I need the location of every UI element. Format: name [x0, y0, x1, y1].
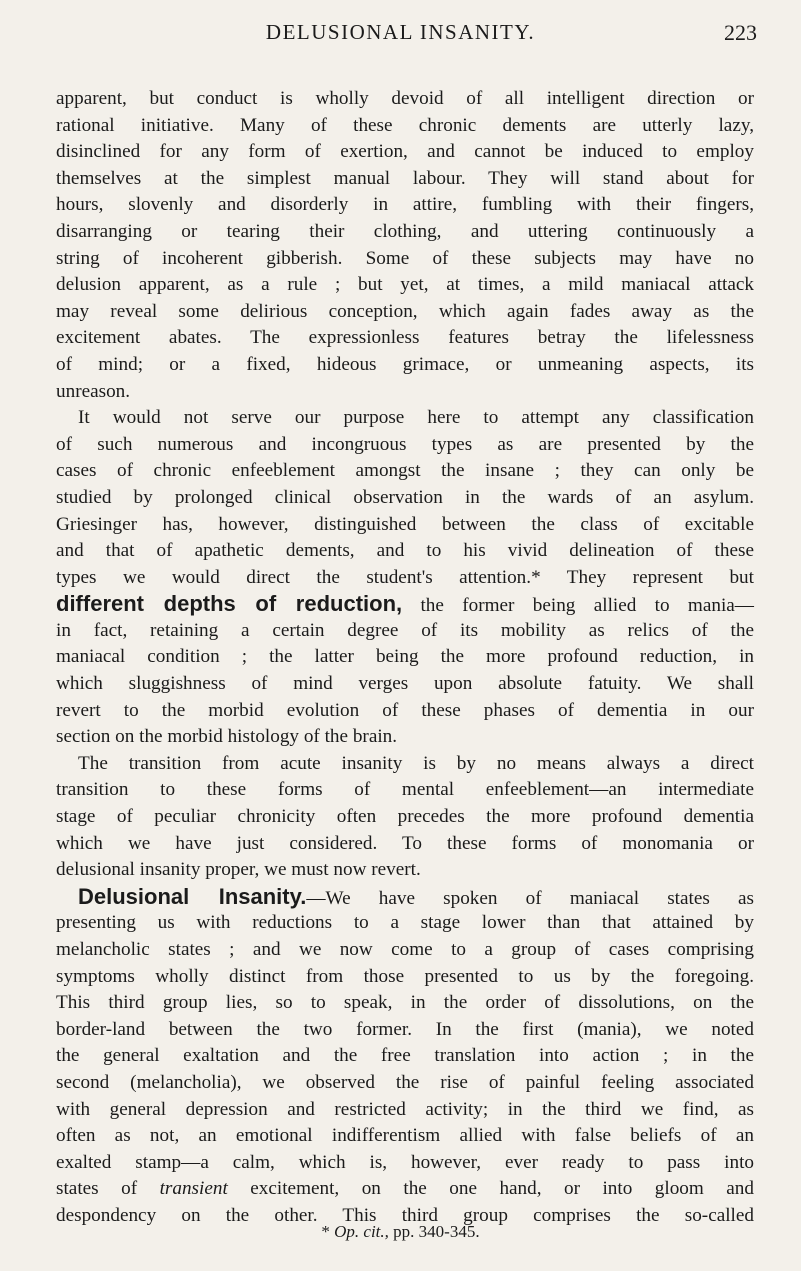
- text-line: disinclined for any form of exertion, and cannot be induced to employ: [56, 141, 754, 163]
- text-line: and that of apathetic dements, and to his vivid delineation of these: [56, 540, 754, 562]
- footnote: [0, 1222, 801, 1242]
- page-number: 223: [724, 20, 757, 45]
- paragraph-2: [56, 405, 754, 751]
- section-heading: Delusional Insanity.: [78, 883, 307, 909]
- text-line: transition to these forms of mental enfeeblement—an intermediate: [56, 779, 754, 801]
- text-line: themselves at the simplest manual labour. They will stand about for: [56, 167, 754, 189]
- text-line: types we would direct the student's attention.* They represent but: [56, 566, 754, 588]
- text-line: of mind; or a fixed, hideous grimace, or unmeaning aspects, its: [56, 353, 754, 375]
- paragraph-4: [56, 884, 754, 1230]
- text-line: may reveal some delirious conception, which again fades away as the: [56, 300, 754, 322]
- text-line: exalted stamp—a calm, which is, however, ever ready to pass into: [56, 1151, 754, 1173]
- text-line: in fact, retaining a certain degree of its mobility as relics of the: [56, 619, 754, 641]
- text-line: often as not, an emotional indifferentism allied with false beliefs of an: [56, 1125, 754, 1147]
- text-line: delusional insanity proper, we must now revert.: [56, 859, 421, 881]
- footnote-reference: Op. cit.,: [334, 1222, 389, 1241]
- text-line: This third group lies, so to speak, in the order of dissolutions, on the: [56, 992, 754, 1014]
- text-line: melancholic states ; and we now come to a group of cases comprising: [56, 939, 754, 960]
- text-line: stage of peculiar chronicity often precedes the more profound dementia: [56, 806, 754, 828]
- text-line: string of incoherent gibberish. Some of these subjects may have no: [56, 247, 754, 269]
- text-line: disarranging or tearing their clothing, and uttering continuously a: [56, 220, 754, 242]
- running-title: DELUSIONAL INSANITY.: [265, 20, 536, 44]
- italic-word: transient: [159, 1178, 228, 1200]
- text-line: maniacal condition ; the latter being the more profound reduction, in: [56, 646, 754, 668]
- paragraph-1: [56, 86, 754, 405]
- text-line: cases of chronic enfeeblement amongst the insane ; they can only be: [56, 460, 754, 482]
- footnote-marker: *: [321, 1222, 335, 1241]
- text-run: states of: [56, 1178, 160, 1200]
- text-line: which sluggishness of mind verges upon absolute fatuity. We shall: [56, 673, 754, 695]
- text-line: despondency on the other. This third group comprises the so-called: [56, 1204, 754, 1226]
- text-line: It would not serve our purpose here to attempt any classification: [78, 407, 754, 429]
- text-run: the former being allied to mania—: [402, 595, 754, 617]
- running-head: [0, 20, 801, 50]
- bold-phrase: different depths of reduction,: [56, 591, 403, 617]
- paragraph-3: [56, 751, 754, 884]
- text-line: hours, slovenly and disorderly in attire, fumbling with their fingers,: [56, 194, 754, 216]
- text-line-with-bold: [56, 591, 754, 618]
- text-line: unreason.: [56, 380, 131, 402]
- text-line: section on the morbid histology of the brain.: [56, 726, 398, 748]
- text-line: The transition from acute insanity is by no means always a direct: [78, 752, 754, 774]
- text-line: the general exaltation and the free translation into action ; in the: [56, 1045, 754, 1067]
- text-line: studied by prolonged clinical observation in the wards of an asylum.: [56, 486, 754, 508]
- text-line: of such numerous and incongruous types as are presented by the: [56, 433, 754, 455]
- text-line: symptoms wholly distinct from those presented to us by the foregoing.: [56, 965, 754, 987]
- text-line: which we have just considered. To these forms of monomania or: [56, 832, 754, 854]
- text-line: rational initiative. Many of these chronic dements are utterly lazy,: [56, 114, 754, 136]
- text-run: —We have spoken of maniacal states as: [306, 887, 754, 909]
- footnote-pages: pp. 340-345.: [388, 1222, 480, 1241]
- text-line: revert to the morbid evolution of these phases of dementia in our: [56, 699, 754, 721]
- text-line: excitement abates. The expressionless features betray the lifelessness: [56, 327, 754, 349]
- text-line: border-land between the two former. In the first (mania), we noted: [56, 1018, 754, 1040]
- text-line: delusion apparent, as a rule ; but yet, at times, a mild maniacal attack: [56, 274, 754, 296]
- text-line: presenting us with reductions to a stage lower than that attained by: [56, 912, 754, 934]
- body-text: [56, 86, 754, 1230]
- text-line: Griesinger has, however, distinguished between the class of excitable: [56, 513, 754, 535]
- text-line: with general depression and restricted activity; in the third we find, as: [56, 1098, 754, 1120]
- text-line: apparent, but conduct is wholly devoid of all intelligent direction or: [56, 88, 754, 109]
- section-heading-line: [56, 884, 754, 911]
- text-line-with-italic: [56, 1176, 754, 1203]
- text-line: second (melancholia), we observed the rise of painful feeling associated: [56, 1071, 754, 1093]
- text-run: excitement, on the one hand, or into gloom and: [227, 1178, 754, 1200]
